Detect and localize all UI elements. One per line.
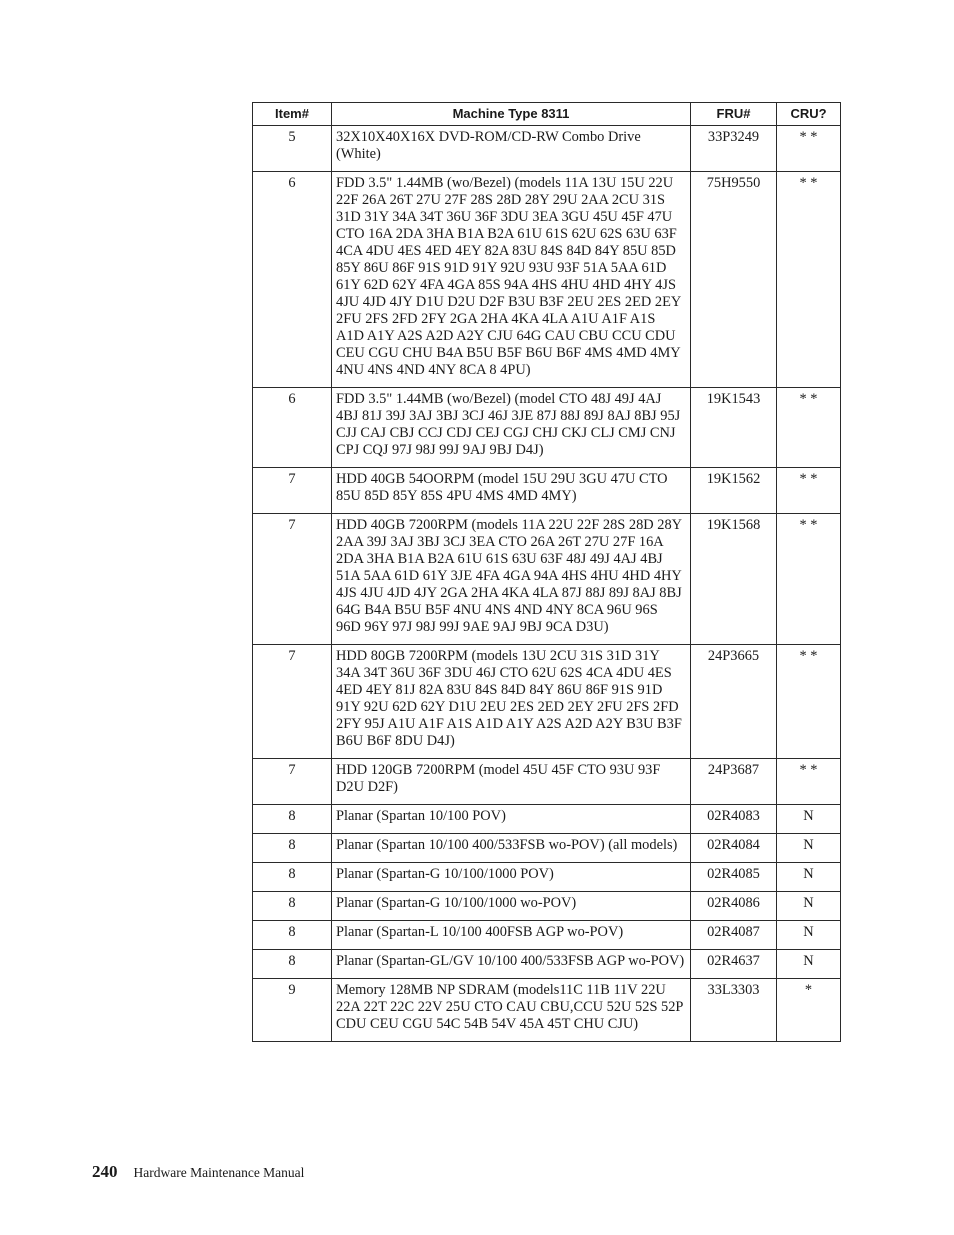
table-row	[253, 468, 841, 514]
cell-description: FDD 3.5" 1.44MB (wo/Bezel) (models 11A 13U 15U 22U 22F 26A 26T 27U 27F 28S 28D 28Y 29U 2AA 2CU 31S 31D 31Y 34A 34T 36U 36F 3DU 3EA 3GU 45U 45F 47U CTO 16A 2DA 3HA B1A B2A 61U 61S 62U 62S 63U 63F 4CA 4DU 4ES 4ED 4EY 82A 83U 84S 84D 84Y 85U 85D 85Y 86U 86F 91S 91D 91Y 92U 93U 93F 51A 5AA 61D 61Y 62D 62Y 4FA 4GA 85S 94A 4HS 4HU 4HD 4HY 4JS 4JU 4JD 4JY D1U D2U D2F B3U B3F 2EU 2ES 2ED 2EY 2FU 2FS 2FD 2FY 2GA 2HA 4KA 4LA A1U A1F A1S A1D A1Y A2S A2D A2Y CJU 64G CAU CBU CCU CDU CEU CGU CHU B4A B5U B5F B6U B6F 4MS 4MD 4MY 4NU 4NS 4ND 4NY 8CA 8 4PU)	[332, 172, 691, 388]
table-row	[253, 126, 841, 172]
cell-description: Planar (Spartan 10/100 400/533FSB wo-POV) (all models)	[332, 834, 691, 863]
cell-fru: 19K1568	[691, 514, 777, 645]
cell-cru: N	[777, 863, 841, 892]
cell-item: 8	[253, 805, 332, 834]
cell-fru: 02R4084	[691, 834, 777, 863]
cell-cru: N	[777, 921, 841, 950]
cell-item: 8	[253, 950, 332, 979]
table-row	[253, 759, 841, 805]
table-row	[253, 950, 841, 979]
table-row	[253, 921, 841, 950]
cell-item: 9	[253, 979, 332, 1042]
cell-fru: 24P3687	[691, 759, 777, 805]
header-item: Item#	[253, 103, 332, 126]
cell-cru: * *	[777, 514, 841, 645]
cell-item: 8	[253, 863, 332, 892]
cell-fru: 02R4087	[691, 921, 777, 950]
cell-cru: * *	[777, 759, 841, 805]
cell-cru: * *	[777, 126, 841, 172]
cell-description: Planar (Spartan 10/100 POV)	[332, 805, 691, 834]
table-row	[253, 834, 841, 863]
cell-description: HDD 40GB 54OORPM (model 15U 29U 3GU 47U CTO 85U 85D 85Y 85S 4PU 4MS 4MD 4MY)	[332, 468, 691, 514]
cell-item: 6	[253, 172, 332, 388]
table-row	[253, 863, 841, 892]
cell-fru: 33P3249	[691, 126, 777, 172]
table-row	[253, 172, 841, 388]
cell-cru: * *	[777, 172, 841, 388]
cell-item: 8	[253, 834, 332, 863]
table-row	[253, 979, 841, 1042]
table-row	[253, 514, 841, 645]
cell-fru: 24P3665	[691, 645, 777, 759]
cell-cru: * *	[777, 388, 841, 468]
manual-title: Hardware Maintenance Manual	[133, 1165, 305, 1180]
cell-fru: 02R4637	[691, 950, 777, 979]
page-footer	[92, 1162, 304, 1182]
header-machine-type: Machine Type 8311	[332, 103, 691, 126]
cell-item: 8	[253, 892, 332, 921]
cell-description: Planar (Spartan-G 10/100/1000 POV)	[332, 863, 691, 892]
cell-item: 7	[253, 514, 332, 645]
table-row	[253, 805, 841, 834]
cell-item: 6	[253, 388, 332, 468]
cell-cru: N	[777, 950, 841, 979]
cell-cru: * *	[777, 645, 841, 759]
cell-item: 7	[253, 468, 332, 514]
header-fru: FRU#	[691, 103, 777, 126]
table-header-row	[253, 103, 841, 126]
fru-parts-table	[252, 102, 841, 1042]
cell-item: 7	[253, 645, 332, 759]
cell-fru: 19K1543	[691, 388, 777, 468]
cell-cru: N	[777, 892, 841, 921]
cell-description: Planar (Spartan-L 10/100 400FSB AGP wo-POV)	[332, 921, 691, 950]
table-row	[253, 388, 841, 468]
cell-description: Planar (Spartan-G 10/100/1000 wo-POV)	[332, 892, 691, 921]
cell-description: HDD 40GB 7200RPM (models 11A 22U 22F 28S 28D 28Y 2AA 39J 3AJ 3BJ 3CJ 3EA CTO 26A 26T 27U 27F 16A 2DA 3HA B1A B2A 61U 61S 63U 63F 48J 49J 4AJ 4BJ 51A 5AA 61D 61Y 3JE 4FA 4GA 94A 4HS 4HU 4HD 4HY 4JS 4JU 4JD 4JY 2GA 2HA 4KA 4LA 87J 88J 89J 8AJ 8BJ 64G B4A B5U B5F 4NU 4NS 4ND 4NY 8CA 96U 96S 96D 96Y 97J 98J 99J 9AE 9AJ 9BJ 9CA D3U)	[332, 514, 691, 645]
cell-cru: N	[777, 805, 841, 834]
cell-fru: 33L3303	[691, 979, 777, 1042]
cell-fru: 02R4083	[691, 805, 777, 834]
cell-description: HDD 120GB 7200RPM (model 45U 45F CTO 93U 93F D2U D2F)	[332, 759, 691, 805]
header-cru: CRU?	[777, 103, 841, 126]
cell-fru: 02R4085	[691, 863, 777, 892]
cell-description: Memory 128MB NP SDRAM (models11C 11B 11V 22U 22A 22T 22C 22V 25U CTO CAU CBU,CCU 52U 52S 52P CDU CEU CGU 54C 54B 54V 45A 45T CHU CJU)	[332, 979, 691, 1042]
cell-cru: N	[777, 834, 841, 863]
page-number: 240	[92, 1162, 118, 1181]
table-row	[253, 892, 841, 921]
table-row	[253, 645, 841, 759]
cell-cru: *	[777, 979, 841, 1042]
cell-fru: 75H9550	[691, 172, 777, 388]
cell-item: 7	[253, 759, 332, 805]
cell-item: 5	[253, 126, 332, 172]
cell-description: FDD 3.5" 1.44MB (wo/Bezel) (model CTO 48J 49J 4AJ 4BJ 81J 39J 3AJ 3BJ 3CJ 46J 3JE 87J 88J 89J 8AJ 8BJ 95J CJJ CAJ CBJ CCJ CDJ CEJ CGJ CHJ CKJ CLJ CMJ CNJ CPJ CQJ 97J 98J 99J 9AJ 9BJ D4J)	[332, 388, 691, 468]
cell-fru: 19K1562	[691, 468, 777, 514]
cell-cru: * *	[777, 468, 841, 514]
cell-description: Planar (Spartan-GL/GV 10/100 400/533FSB AGP wo-POV)	[332, 950, 691, 979]
cell-description: 32X10X40X16X DVD-ROM/CD-RW Combo Drive (White)	[332, 126, 691, 172]
cell-fru: 02R4086	[691, 892, 777, 921]
cell-description: HDD 80GB 7200RPM (models 13U 2CU 31S 31D 31Y 34A 34T 36U 36F 3DU 46J CTO 62U 62S 4CA 4DU 4ES 4ED 4EY 81J 82A 83U 84S 84D 84Y 86U 86F 91S 91D 91Y 92U 62D 62Y D1U 2EU 2ES 2ED 2EY 2FU 2FS 2FD 2FY 95J A1U A1F A1S A1D A1Y A2S A2D A2Y B3U B3F B6U B6F 8DU D4J)	[332, 645, 691, 759]
cell-item: 8	[253, 921, 332, 950]
